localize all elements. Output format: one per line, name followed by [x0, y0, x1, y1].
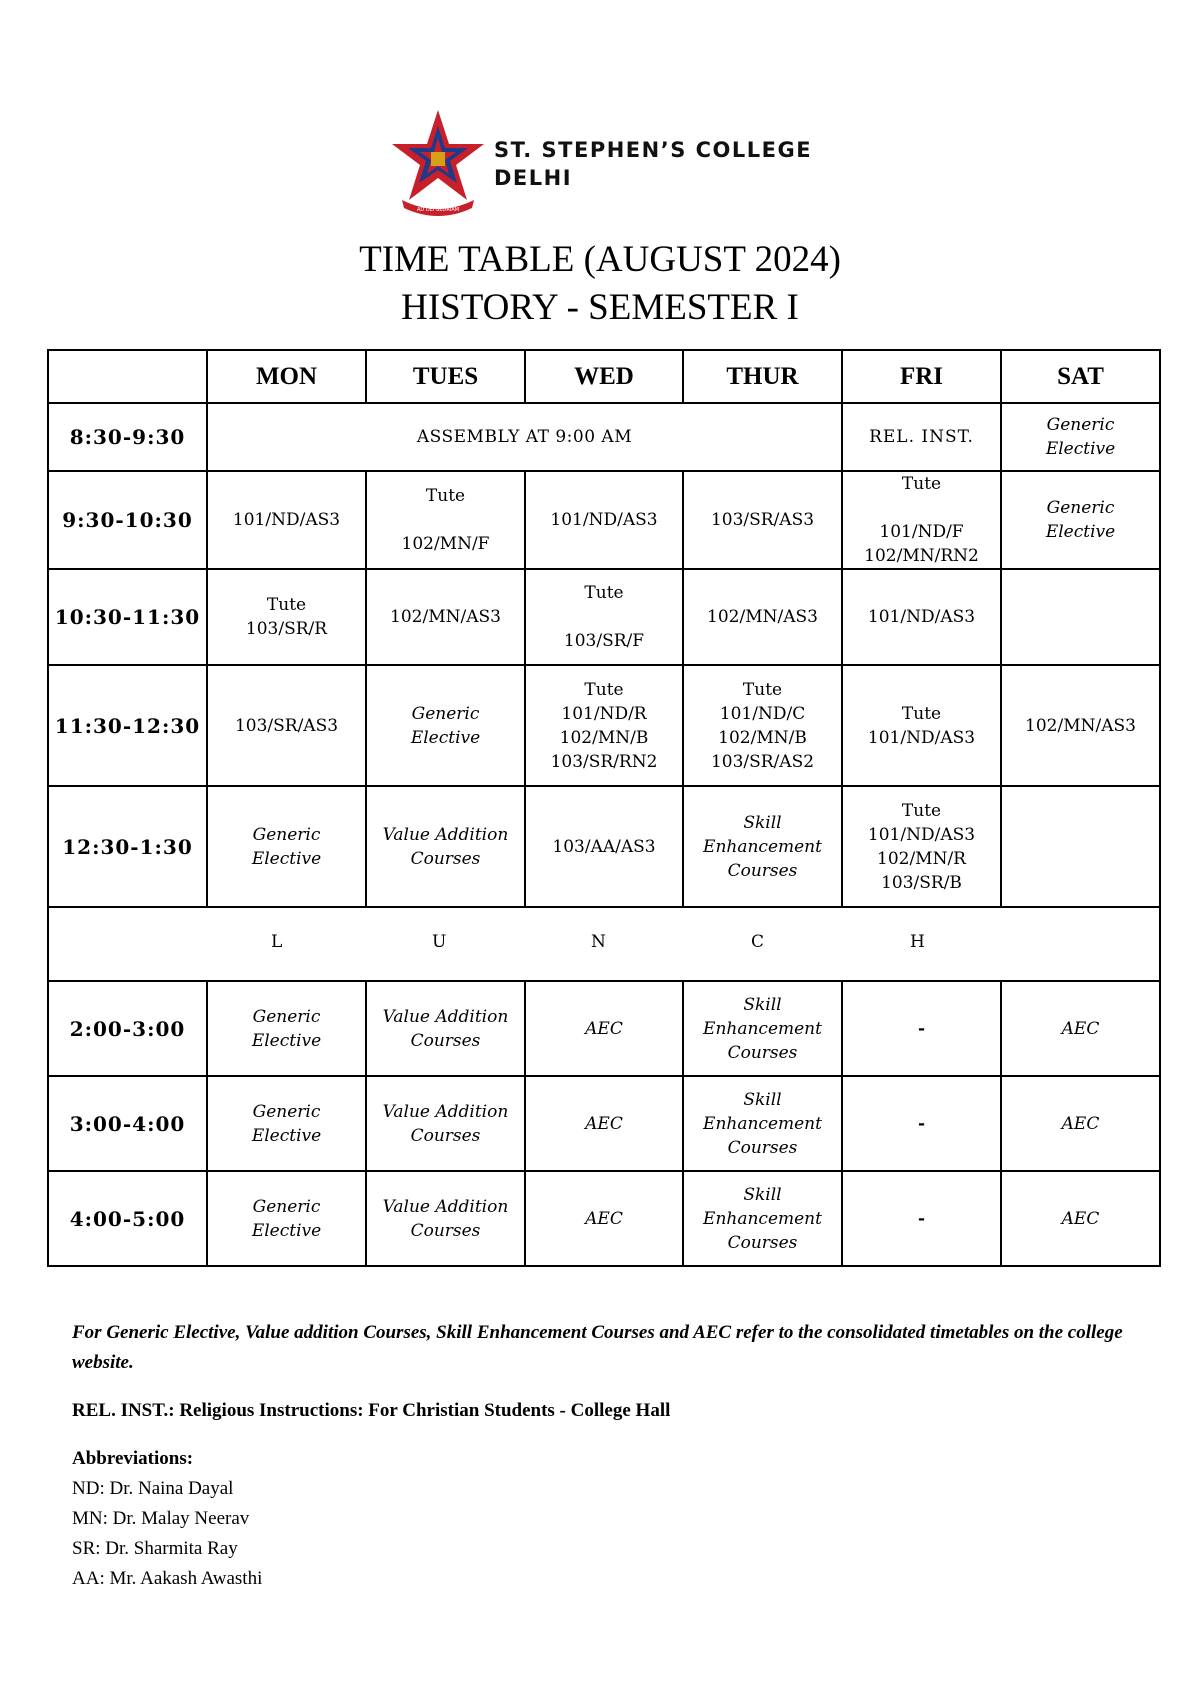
slot-cell: [842, 1076, 1001, 1171]
time-cell: 3:00-4:00: [48, 1076, 207, 1171]
cell-line: 101/ND/AS3: [867, 727, 976, 748]
rel-inst-cell: REL. INST.: [842, 403, 1001, 471]
abbreviation-item: SR: Dr. Sharmita Ray: [72, 1538, 238, 1559]
cell-line: Courses: [410, 1030, 481, 1051]
cell-line: Enhancement: [703, 1113, 822, 1134]
slot-cell: [1001, 471, 1160, 569]
slot-cell: [525, 1076, 683, 1171]
slot-row: [48, 403, 1160, 471]
cell-line: Value Addition: [382, 1101, 509, 1122]
slot-cell: [366, 569, 525, 665]
slot-cell: [683, 1076, 842, 1171]
cell-line: 102/MN/AS3: [390, 607, 501, 627]
cell-line: Elective: [251, 1125, 322, 1146]
cell-line: 103/SR/AS2: [710, 751, 815, 772]
abbreviation-item: ND: Dr. Naina Dayal: [72, 1478, 234, 1499]
title-line1: TIME TABLE (AUGUST 2024): [359, 239, 841, 280]
cell-line: AEC: [1061, 1113, 1100, 1134]
cell-line: AEC: [1061, 1018, 1100, 1039]
slot-row: [48, 665, 1160, 786]
slot-cell: [525, 786, 683, 907]
cell-line: Skill: [743, 1089, 782, 1110]
college-name-line2: DELHI: [494, 166, 573, 190]
slot-cell: [366, 1171, 525, 1266]
slot-cell: [207, 665, 366, 786]
slot-cell: [207, 786, 366, 907]
slot-cell: [1001, 786, 1160, 907]
cell-line: Generic: [1046, 498, 1115, 518]
cell-line: 103/SR/AS3: [710, 510, 815, 530]
day-fri: FRI: [842, 350, 1001, 403]
cell-line: Skill: [743, 994, 782, 1015]
college-header: [0, 108, 1200, 218]
slot-cell: [366, 981, 525, 1076]
cell-line: Skill: [743, 812, 782, 833]
slot-cell: [207, 1076, 366, 1171]
day-mon: MON: [207, 350, 366, 403]
cell-line: 102/MN/AS3: [1025, 715, 1136, 736]
college-name: [494, 136, 812, 192]
slot-cell: [525, 1171, 683, 1266]
cell-line: Skill: [743, 1184, 782, 1205]
slot-cell: [683, 569, 842, 665]
college-logo-icon: [392, 108, 484, 218]
cell-line: 102/MN/F: [401, 534, 490, 554]
page-title: [0, 236, 1200, 332]
assembly-cell: ASSEMBLY AT 9:00 AM: [207, 403, 842, 471]
slot-row: [48, 1171, 1160, 1266]
cell-line: 103/SR/F: [563, 631, 645, 651]
slot-cell: [683, 665, 842, 786]
cell-line: AEC: [1061, 1208, 1100, 1229]
time-cell: 12:30-1:30: [48, 786, 207, 907]
time-cell: 2:00-3:00: [48, 981, 207, 1076]
cell-line: Tute: [742, 679, 783, 700]
slot-cell: [842, 1171, 1001, 1266]
day-wed: WED: [525, 350, 683, 403]
lunch-letter: L: [271, 932, 283, 952]
cell-line: AEC: [585, 1018, 623, 1039]
rel-inst-note: REL. INST.: Religious Instructions: For Christian Students - College Hall: [72, 1400, 671, 1421]
cell-line: 102/MN/B: [718, 727, 807, 748]
cell-line: Courses: [410, 1125, 481, 1146]
cell-line: Elective: [251, 848, 322, 869]
slot-row: [48, 981, 1160, 1076]
cell-line: Enhancement: [703, 1018, 822, 1039]
abbreviation-item: AA: Mr. Aakash Awasthi: [72, 1568, 263, 1589]
day-tues: TUES: [366, 350, 525, 403]
abbreviation-item: MN: Dr. Malay Neerav: [72, 1508, 250, 1529]
cell-line: Enhancement: [703, 1208, 822, 1229]
cell-line: AEC: [585, 1208, 623, 1229]
day-sat: SAT: [1001, 350, 1160, 403]
cell-line: 103/SR/AS3: [234, 715, 339, 736]
time-cell: 4:00-5:00: [48, 1171, 207, 1266]
cell-line: Courses: [727, 1232, 798, 1253]
cell-line: -: [917, 1208, 926, 1229]
cell-line: Tute: [901, 474, 942, 494]
slot-cell: [1001, 1076, 1160, 1171]
cell-line: 102/MN/R: [877, 848, 966, 869]
slot-cell: [525, 665, 683, 786]
day-thur: THUR: [683, 350, 842, 403]
cell-line: 102/MN/RN2: [864, 546, 979, 566]
time-cell: 9:30-10:30: [48, 471, 207, 569]
cell-line: Courses: [410, 1220, 481, 1241]
cell-line: 101/ND/F: [879, 522, 964, 542]
cell-line: Generic: [252, 1196, 321, 1217]
slot-cell: [842, 471, 1001, 569]
cell-line: 101/ND/R: [561, 703, 647, 724]
cell-line: 101/ND/AS3: [867, 607, 976, 627]
slot-cell: [525, 471, 683, 569]
slot-cell: [1001, 403, 1160, 471]
time-cell: 8:30-9:30: [48, 403, 207, 471]
cell-line: Value Addition: [382, 1196, 509, 1217]
cell-line: -: [917, 1018, 926, 1039]
slot-cell: [366, 665, 525, 786]
cell-line: AEC: [585, 1113, 623, 1134]
cell-line: Generic: [252, 1006, 321, 1027]
cell-line: Courses: [727, 1137, 798, 1158]
lunch-letter: C: [751, 932, 765, 952]
cell-line: 103/AA/AS3: [552, 836, 656, 857]
slot-cell: [842, 569, 1001, 665]
time-cell: 11:30-12:30: [48, 665, 207, 786]
timetable: [47, 349, 1161, 1267]
cell-line: Value Addition: [382, 1006, 509, 1027]
slot-cell: [683, 1171, 842, 1266]
slot-cell: [366, 471, 525, 569]
slot-cell: [842, 786, 1001, 907]
slot-cell: [207, 569, 366, 665]
day-header-row: [48, 350, 1160, 403]
lunch-letter: N: [591, 932, 606, 952]
cell-line: Tute: [901, 800, 942, 821]
cell-line: Generic: [252, 824, 321, 845]
slot-cell: [1001, 1171, 1160, 1266]
slot-cell: [366, 786, 525, 907]
title-line2: HISTORY - SEMESTER I: [401, 287, 799, 328]
slot-cell: [1001, 665, 1160, 786]
lunch-row: [48, 907, 1160, 981]
time-cell: 10:30-11:30: [48, 569, 207, 665]
lunch-letter: U: [432, 932, 447, 952]
notes-section: [72, 1318, 1132, 1594]
cell-line: Elective: [251, 1030, 322, 1051]
slot-cell: [683, 786, 842, 907]
slot-cell: [207, 471, 366, 569]
cell-line: 103/SR/R: [245, 619, 328, 639]
cell-line: Enhancement: [703, 836, 822, 857]
slot-cell: [1001, 981, 1160, 1076]
slot-cell: [683, 471, 842, 569]
slot-row: [48, 569, 1160, 665]
cell-line: Tute: [584, 679, 624, 700]
slot-cell: [525, 981, 683, 1076]
cell-line: Tute: [901, 703, 942, 724]
cell-line: 103/SR/B: [881, 872, 962, 893]
cell-line: Elective: [1045, 522, 1116, 542]
slot-cell: [207, 981, 366, 1076]
cell-line: Elective: [251, 1220, 322, 1241]
cell-line: Tute: [425, 486, 466, 506]
cell-line: 103/SR/RN2: [550, 751, 658, 772]
cell-line: 101/ND/C: [719, 703, 806, 724]
cell-line: 102/MN/AS3: [707, 607, 818, 627]
lunch-letter: H: [910, 932, 925, 952]
college-name-line1: ST. STEPHEN’S COLLEGE: [494, 138, 813, 162]
slot-row: [48, 786, 1160, 907]
lunch-cell: [48, 907, 1160, 981]
cell-line: Value Addition: [382, 824, 509, 845]
consolidated-note: For Generic Elective, Value addition Courses, Skill Enhancement Courses and AEC refer to the consolidated timetables on the college website.: [72, 1322, 1123, 1373]
slot-cell: [683, 981, 842, 1076]
slot-cell: [1001, 569, 1160, 665]
cell-line: 102/MN/B: [559, 727, 649, 748]
cell-line: Generic: [1046, 415, 1115, 435]
cell-line: Courses: [727, 860, 798, 881]
slot-cell: [525, 569, 683, 665]
cell-line: 101/ND/AS3: [867, 824, 976, 845]
slot-cell: [366, 1076, 525, 1171]
cell-line: Generic: [411, 703, 480, 724]
cell-line: Elective: [410, 727, 481, 748]
cell-line: Elective: [1045, 439, 1116, 459]
abbreviations-title: Abbreviations:: [72, 1448, 194, 1469]
slot-cell: [207, 1171, 366, 1266]
corner-cell: [48, 350, 207, 403]
slot-cell: [842, 981, 1001, 1076]
slot-row: [48, 471, 1160, 569]
slot-cell: [842, 665, 1001, 786]
cell-line: Courses: [727, 1042, 798, 1063]
cell-line: Courses: [410, 848, 481, 869]
cell-line: -: [917, 1113, 926, 1134]
cell-line: Generic: [252, 1101, 321, 1122]
cell-line: Tute: [584, 583, 624, 603]
cell-line: 101/ND/AS3: [550, 510, 658, 530]
slot-row: [48, 1076, 1160, 1171]
cell-line: 101/ND/AS3: [232, 510, 341, 530]
cell-line: Tute: [266, 595, 307, 615]
svg-text:AD DEI GLORIAM: AD DEI GLORIAM: [416, 207, 460, 213]
